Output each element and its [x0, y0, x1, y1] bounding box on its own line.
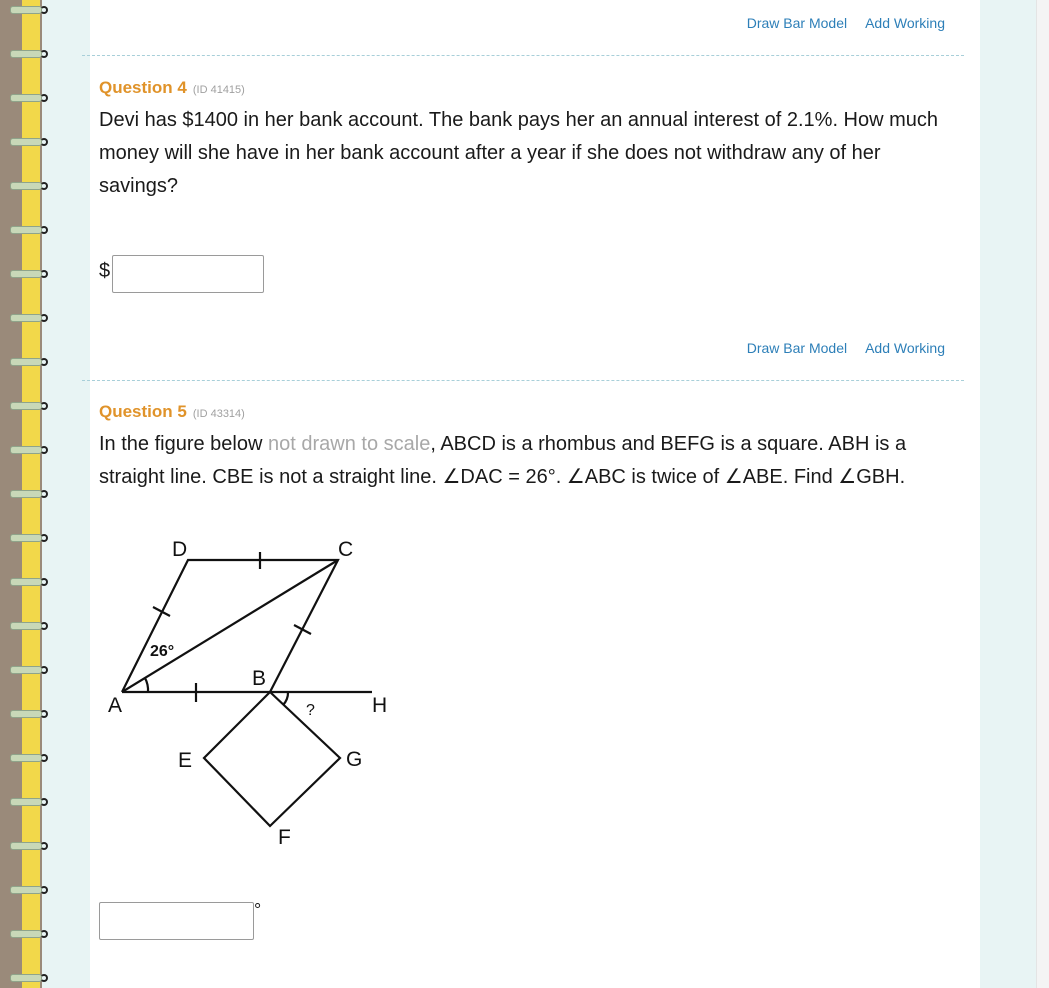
ring-bar	[10, 358, 42, 366]
ring-bar	[10, 50, 42, 58]
degree-symbol: °	[254, 900, 262, 920]
unknown-angle-label: ?	[306, 702, 315, 719]
geometry-figure	[90, 530, 410, 860]
ring-hook-icon	[40, 402, 48, 410]
worksheet-paper	[90, 0, 980, 988]
question4-text: Devi has $1400 in her bank account. The bank pays her an annual interest of 2.1%. How much money will she have in her bank account after a year if she does not withdraw any of her savings?	[99, 109, 939, 197]
ring-hook-icon	[40, 94, 48, 102]
ring-bar	[10, 138, 42, 146]
ring-bar	[10, 94, 42, 102]
binder-ring	[10, 93, 48, 103]
ring-hook-icon	[40, 490, 48, 498]
draw-bar-model-link[interactable]: Draw Bar Model	[746, 340, 848, 356]
label-h: H	[372, 694, 388, 717]
ring-hook-icon	[40, 446, 48, 454]
ring-hook-icon	[40, 270, 48, 278]
question5-text-part2: , ABCD is a rhombus and BEFG is a square. ABH is a straight line. CBE is not a straight line. ∠DAC = 26°. ∠ABC is twice of ∠ABE. Find ∠GBH.	[99, 433, 907, 488]
ring-bar	[10, 226, 42, 234]
binder-ring	[10, 621, 48, 631]
binder-ring	[10, 797, 48, 807]
ring-bar	[10, 930, 42, 938]
ring-hook-icon	[40, 930, 48, 938]
binder-ring	[10, 577, 48, 587]
ring-bar	[10, 754, 42, 762]
ring-hook-icon	[40, 182, 48, 190]
ring-bar	[10, 798, 42, 806]
page-right-edge	[1036, 0, 1049, 988]
ring-hook-icon	[40, 842, 48, 850]
ring-bar	[10, 270, 42, 278]
ring-bar	[10, 974, 42, 982]
binder-ring	[10, 269, 48, 279]
label-c: C	[338, 538, 354, 561]
binder-ring	[10, 929, 48, 939]
angle-gbh-arc	[283, 692, 288, 705]
ring-hook-icon	[40, 666, 48, 674]
ring-bar	[10, 6, 42, 14]
binder-ring	[10, 533, 48, 543]
ring-bar	[10, 622, 42, 630]
question3-actions	[747, 15, 945, 31]
question4-title	[99, 78, 245, 98]
add-working-link[interactable]: Add Working	[865, 15, 945, 31]
ring-hook-icon	[40, 578, 48, 586]
draw-bar-model-link[interactable]: Draw Bar Model	[746, 15, 848, 31]
label-g: G	[346, 748, 363, 771]
ring-bar	[10, 666, 42, 674]
ring-hook-icon	[40, 6, 48, 14]
binder-ring	[10, 137, 48, 147]
label-a: A	[108, 694, 123, 717]
ring-bar	[10, 842, 42, 850]
label-d: D	[172, 538, 188, 561]
ring-hook-icon	[40, 710, 48, 718]
ring-hook-icon	[40, 754, 48, 762]
binder-ring	[10, 489, 48, 499]
square-befg	[204, 692, 340, 826]
ring-bar	[10, 446, 42, 454]
ring-bar	[10, 182, 42, 190]
binder-ring	[10, 225, 48, 235]
angle-dac-label: 26°	[150, 643, 175, 660]
binder-ring	[10, 445, 48, 455]
question5-text-part1: In the figure below	[99, 433, 268, 455]
question-divider	[82, 380, 964, 381]
ring-hook-icon	[40, 50, 48, 58]
not-to-scale-note: not drawn to scale	[268, 433, 431, 455]
binder-ring	[10, 357, 48, 367]
question4-id: (ID 41415)	[192, 84, 245, 96]
question5-text	[99, 428, 949, 494]
ring-bar	[10, 534, 42, 542]
ring-hook-icon	[40, 798, 48, 806]
question4-title-text: Question 4	[99, 78, 187, 97]
add-working-link[interactable]: Add Working	[865, 340, 945, 356]
binder-ring	[10, 709, 48, 719]
ring-hook-icon	[40, 974, 48, 982]
binder-ring	[10, 401, 48, 411]
question4-answer-input[interactable]	[112, 255, 264, 293]
binder-ring	[10, 5, 48, 15]
tick-bc	[294, 625, 311, 634]
label-e: E	[178, 749, 193, 772]
angle-dac-arc	[145, 678, 148, 692]
ring-bar	[10, 314, 42, 322]
ring-bar	[10, 490, 42, 498]
binder-ring	[10, 665, 48, 675]
binder-ring	[10, 753, 48, 763]
ring-bar	[10, 402, 42, 410]
ring-hook-icon	[40, 226, 48, 234]
question4-actions	[747, 340, 945, 356]
binder-ring	[10, 841, 48, 851]
binder-ring	[10, 973, 48, 983]
ring-hook-icon	[40, 534, 48, 542]
question5-answer-input[interactable]	[99, 902, 254, 940]
ring-hook-icon	[40, 622, 48, 630]
ring-hook-icon	[40, 138, 48, 146]
currency-symbol: $	[99, 260, 111, 282]
ring-hook-icon	[40, 358, 48, 366]
question-divider	[82, 55, 964, 56]
binder-ring	[10, 885, 48, 895]
binder-ring	[10, 49, 48, 59]
ring-bar	[10, 578, 42, 586]
ring-bar	[10, 710, 42, 718]
ring-bar	[10, 886, 42, 894]
label-b: B	[252, 667, 267, 690]
label-f: F	[278, 826, 291, 849]
ring-hook-icon	[40, 314, 48, 322]
binder-ring	[10, 313, 48, 323]
question5-title-text: Question 5	[99, 402, 187, 421]
question5-title	[99, 402, 245, 422]
question5-id: (ID 43314)	[192, 408, 245, 420]
binder-ring	[10, 181, 48, 191]
ring-hook-icon	[40, 886, 48, 894]
